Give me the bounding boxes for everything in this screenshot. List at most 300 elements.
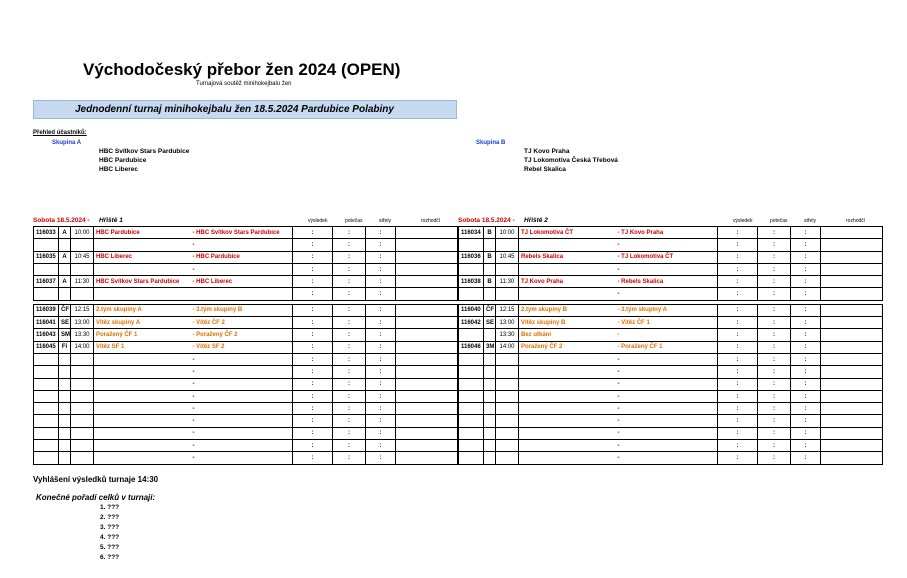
shootout-cell: : [791, 341, 821, 353]
match-time [71, 390, 94, 402]
match-group [59, 452, 71, 464]
vs-dash: - [192, 254, 197, 261]
table-row [459, 452, 883, 464]
match-id [459, 353, 484, 365]
match-id [34, 427, 59, 439]
table-row [459, 288, 883, 300]
away-team [191, 427, 293, 439]
table-row [34, 288, 458, 300]
table-row [459, 276, 883, 288]
periods-cell: : [333, 452, 366, 464]
tournament-banner-text: Jednodenní turnaj minihokejbalu žen 18.5.2024 Pardubice Polabiny [75, 104, 394, 115]
shootout-cell: : [366, 390, 396, 402]
shootout-cell: : [791, 440, 821, 452]
table-row [459, 366, 883, 378]
referee-cell [396, 390, 458, 402]
shootout-cell: : [366, 341, 396, 353]
table-row [34, 390, 458, 402]
home-team: TJ Lokomotiva ČT [519, 227, 616, 239]
shootout-cell: : [791, 353, 821, 365]
table-row [459, 427, 883, 439]
shootout-cell: : [791, 403, 821, 415]
result-cell: : [293, 353, 333, 365]
away-team [191, 390, 293, 402]
match-group [59, 288, 71, 300]
vs-dash: - [617, 332, 620, 339]
away-team [616, 276, 718, 288]
home-team: Poražený ČF 1 [94, 329, 191, 341]
referee-cell [396, 353, 458, 365]
home-team [519, 366, 616, 378]
vs-dash: - [192, 278, 197, 285]
page-title: Východočeský přebor žen 2024 (OPEN) [83, 60, 401, 79]
home-team: Poražený ČF 2 [519, 341, 616, 353]
match-group: B [484, 227, 496, 239]
referee-cell [821, 452, 883, 464]
match-time [71, 427, 94, 439]
vs-dash: - [192, 418, 195, 425]
match-group [484, 329, 496, 341]
match-id [34, 452, 59, 464]
result-cell: : [293, 415, 333, 427]
result-cell: : [293, 288, 333, 300]
home-team [94, 378, 191, 390]
away-team [191, 251, 293, 263]
match-id [459, 366, 484, 378]
match-id: 116035 [34, 251, 59, 263]
final-standings-label: Konečné pořadí celků v turnaji: [36, 493, 156, 502]
match-id [459, 440, 484, 452]
match-id [459, 403, 484, 415]
periods-cell: : [333, 276, 366, 288]
away-team-name: Poražený ČF 2 [196, 332, 238, 339]
shootout-cell: : [366, 288, 396, 300]
referee-cell [396, 403, 458, 415]
referee-cell [821, 378, 883, 390]
away-team [191, 452, 293, 464]
match-group: A [59, 276, 71, 288]
home-team: HBC Pardubice [94, 227, 191, 239]
table-row [459, 403, 883, 415]
referee-cell [821, 440, 883, 452]
referee-cell [396, 341, 458, 353]
periods-cell: : [758, 317, 791, 329]
home-team [94, 452, 191, 464]
table-row [34, 276, 458, 288]
referee-cell [821, 403, 883, 415]
vs-dash: - [192, 393, 195, 400]
result-cell: : [718, 341, 758, 353]
vs-dash: - [192, 454, 195, 461]
match-time: 13:30 [496, 329, 519, 341]
periods-cell: : [758, 366, 791, 378]
result-cell: : [293, 276, 333, 288]
referee-cell [821, 276, 883, 288]
result-cell: : [293, 227, 333, 239]
away-team [616, 227, 718, 239]
match-time [496, 263, 519, 275]
table-row [459, 353, 883, 365]
results-announcement: Vyhlášení výsledků turnaje 14:30 [33, 475, 159, 484]
periods-cell: : [758, 276, 791, 288]
match-group [59, 239, 71, 251]
table-row [459, 227, 883, 239]
result-cell: : [718, 390, 758, 402]
final-rank: 2. ??? [100, 514, 120, 521]
match-time: 13:00 [71, 317, 94, 329]
referee-cell [821, 341, 883, 353]
match-group [484, 239, 496, 251]
field-1-schedule-table [33, 226, 458, 465]
shootout-cell: : [791, 251, 821, 263]
vs-dash: - [617, 418, 620, 425]
vs-dash: - [192, 344, 197, 351]
match-time: 12:15 [71, 304, 94, 316]
vs-dash: - [617, 454, 620, 461]
shootout-cell: : [791, 329, 821, 341]
referee-cell [821, 329, 883, 341]
shootout-cell: : [366, 304, 396, 316]
field-1-date: Sobota 18.5.2024 - [33, 217, 90, 224]
shootout-cell: : [366, 452, 396, 464]
table-row [459, 440, 883, 452]
match-group [484, 440, 496, 452]
shootout-cell: : [366, 353, 396, 365]
periods-cell: : [758, 353, 791, 365]
shootout-cell: : [791, 288, 821, 300]
match-id [459, 415, 484, 427]
table-row [459, 341, 883, 353]
match-group [59, 390, 71, 402]
away-team [616, 403, 718, 415]
match-id [459, 263, 484, 275]
match-time: 10:45 [496, 251, 519, 263]
home-team [94, 440, 191, 452]
periods-cell: : [758, 390, 791, 402]
page-subtitle: Turnajová soutěž minihokejbalu žen [196, 81, 292, 87]
vs-dash: - [192, 266, 195, 273]
periods-cell: : [758, 329, 791, 341]
group-b-team: Rebel Skalica [524, 166, 566, 173]
shootout-cell: : [366, 239, 396, 251]
match-time [496, 452, 519, 464]
vs-dash: - [617, 381, 620, 388]
match-group [484, 452, 496, 464]
away-team-name: 3.tým skupiny B [196, 307, 243, 314]
shootout-cell: : [791, 390, 821, 402]
final-rank: 1. ??? [100, 504, 120, 511]
column-shootout: střely [804, 218, 816, 224]
periods-cell: : [333, 415, 366, 427]
match-time: 11:30 [496, 276, 519, 288]
table-row [459, 304, 883, 316]
match-id [34, 415, 59, 427]
periods-cell: : [758, 304, 791, 316]
shootout-cell: : [791, 227, 821, 239]
periods-cell: : [758, 288, 791, 300]
column-periods: potečas [345, 218, 363, 224]
match-id: 116045 [34, 341, 59, 353]
periods-cell: : [333, 317, 366, 329]
away-team [191, 403, 293, 415]
vs-dash: - [192, 332, 197, 339]
home-team [519, 452, 616, 464]
match-id [34, 403, 59, 415]
home-team: 2.tým skupiny B [519, 304, 616, 316]
away-team [616, 366, 718, 378]
vs-dash: - [617, 254, 622, 261]
away-team-name: HBC Liberec [196, 278, 233, 285]
referee-cell [396, 239, 458, 251]
away-team [191, 329, 293, 341]
result-cell: : [718, 440, 758, 452]
match-group [484, 415, 496, 427]
home-team [94, 390, 191, 402]
periods-cell: : [333, 353, 366, 365]
match-group: ČF [484, 304, 496, 316]
table-row [459, 390, 883, 402]
match-id [34, 263, 59, 275]
referee-cell [396, 317, 458, 329]
referee-cell [821, 304, 883, 316]
result-cell: : [293, 390, 333, 402]
match-time [496, 353, 519, 365]
table-row [34, 239, 458, 251]
match-id: 116036 [459, 251, 484, 263]
home-team [519, 378, 616, 390]
home-team [519, 415, 616, 427]
away-team [616, 288, 718, 300]
match-time [71, 403, 94, 415]
match-time: 10:45 [71, 251, 94, 263]
match-id [459, 239, 484, 251]
match-group: ČF [59, 304, 71, 316]
away-team-name: HBC Pardubice [196, 254, 240, 261]
home-team [94, 353, 191, 365]
away-team-name: Vítěz ČF 2 [196, 319, 225, 326]
match-group [484, 366, 496, 378]
match-time [71, 263, 94, 275]
result-cell: : [293, 239, 333, 251]
match-group: SM [59, 329, 71, 341]
vs-dash: - [617, 229, 622, 236]
periods-cell: : [333, 366, 366, 378]
match-group [59, 440, 71, 452]
vs-dash: - [192, 356, 195, 363]
match-id [459, 378, 484, 390]
away-team [616, 239, 718, 251]
shootout-cell: : [366, 276, 396, 288]
table-row [459, 415, 883, 427]
away-team [616, 329, 718, 341]
result-cell: : [293, 366, 333, 378]
away-team [191, 227, 293, 239]
result-cell: : [718, 415, 758, 427]
match-group: A [59, 251, 71, 263]
table-row [34, 378, 458, 390]
column-referee: rozhodčí [421, 218, 441, 224]
home-team: Vítěz skupiny A [94, 317, 191, 329]
away-team-name: Poražený ČF 1 [621, 344, 663, 351]
periods-cell: : [333, 263, 366, 275]
table-row [34, 341, 458, 353]
table-row [34, 440, 458, 452]
vs-dash: - [617, 319, 622, 326]
away-team-name: Vítěz ČF 1 [621, 319, 650, 326]
result-cell: : [293, 263, 333, 275]
shootout-cell: : [366, 329, 396, 341]
vs-dash: - [192, 442, 195, 449]
periods-cell: : [333, 403, 366, 415]
table-row [459, 317, 883, 329]
periods-cell: : [758, 403, 791, 415]
match-id [459, 390, 484, 402]
table-row [459, 378, 883, 390]
group-a-team: HBC Liberec [99, 166, 139, 173]
result-cell: : [718, 304, 758, 316]
result-cell: : [293, 452, 333, 464]
column-referee: rozhodčí [846, 218, 866, 224]
away-team [191, 378, 293, 390]
away-team [191, 341, 293, 353]
match-group: B [484, 251, 496, 263]
away-team [616, 263, 718, 275]
result-cell: : [293, 329, 333, 341]
home-team: 2.tým skupiny A [94, 304, 191, 316]
match-id [459, 329, 484, 341]
match-time [496, 415, 519, 427]
shootout-cell: : [366, 227, 396, 239]
home-team: Bez utkání [519, 329, 616, 341]
shootout-cell: : [366, 317, 396, 329]
match-group [484, 427, 496, 439]
home-team [519, 427, 616, 439]
home-team [519, 403, 616, 415]
participants-label: Přehled účastníků: [33, 130, 87, 136]
periods-cell: : [333, 390, 366, 402]
referee-cell [396, 304, 458, 316]
match-id: 116042 [459, 317, 484, 329]
match-id [34, 440, 59, 452]
shootout-cell: : [366, 427, 396, 439]
match-group: SE [484, 317, 496, 329]
vs-dash: - [617, 405, 620, 412]
away-team [616, 341, 718, 353]
match-id [34, 378, 59, 390]
match-id [34, 366, 59, 378]
home-team: TJ Kovo Praha [519, 276, 616, 288]
match-time [496, 440, 519, 452]
result-cell: : [718, 353, 758, 365]
match-group [59, 378, 71, 390]
home-team [94, 263, 191, 275]
vs-dash: - [192, 241, 195, 248]
home-team [94, 288, 191, 300]
final-rank: 4. ??? [100, 534, 120, 541]
field-2-name: Hřiště 2 [524, 217, 548, 224]
group-a-team: HBC Pardubice [99, 157, 147, 164]
shootout-cell: : [791, 378, 821, 390]
away-team [616, 378, 718, 390]
vs-dash: - [617, 241, 620, 248]
final-rank: 6. ??? [100, 554, 120, 561]
match-time: 14:00 [71, 341, 94, 353]
group-b-team: TJ Lokomotiva Česká Třebová [524, 157, 618, 164]
table-row [34, 251, 458, 263]
away-team-name: TJ Kovo Praha [621, 229, 664, 236]
match-group: B [484, 276, 496, 288]
table-row [459, 263, 883, 275]
home-team [519, 263, 616, 275]
match-time: 10:00 [496, 227, 519, 239]
match-time [496, 366, 519, 378]
shootout-cell: : [366, 403, 396, 415]
periods-cell: : [333, 239, 366, 251]
match-time: 11:30 [71, 276, 94, 288]
table-row [34, 403, 458, 415]
match-time [71, 440, 94, 452]
match-time [71, 452, 94, 464]
home-team [519, 239, 616, 251]
match-time [71, 353, 94, 365]
match-group [484, 263, 496, 275]
away-team-name: 3.tým skupiny A [621, 307, 667, 314]
table-row [459, 251, 883, 263]
match-id: 116037 [34, 276, 59, 288]
vs-dash: - [192, 319, 197, 326]
match-group [59, 427, 71, 439]
referee-cell [396, 427, 458, 439]
referee-cell [821, 427, 883, 439]
group-a-team: HBC Svítkov Stars Pardubice [99, 148, 190, 155]
match-id: 116043 [34, 329, 59, 341]
home-team [519, 288, 616, 300]
match-group: A [59, 227, 71, 239]
result-cell: : [718, 227, 758, 239]
final-rank: 5. ??? [100, 544, 120, 551]
periods-cell: : [333, 288, 366, 300]
match-time [496, 403, 519, 415]
match-group [484, 403, 496, 415]
shootout-cell: : [791, 427, 821, 439]
referee-cell [821, 390, 883, 402]
match-group [484, 390, 496, 402]
referee-cell [396, 366, 458, 378]
vs-dash: - [192, 381, 195, 388]
periods-cell: : [758, 452, 791, 464]
referee-cell [821, 317, 883, 329]
referee-cell [396, 288, 458, 300]
vs-dash: - [617, 278, 622, 285]
away-team [616, 304, 718, 316]
home-team: HBC Liberec [94, 251, 191, 263]
match-time: 14:00 [496, 341, 519, 353]
result-cell: : [718, 239, 758, 251]
home-team [94, 415, 191, 427]
away-team-name: Vítěz SF 2 [196, 344, 225, 351]
away-team [191, 304, 293, 316]
home-team [94, 427, 191, 439]
match-group [59, 263, 71, 275]
away-team [191, 276, 293, 288]
match-id: 116033 [34, 227, 59, 239]
away-team [191, 317, 293, 329]
match-time [71, 288, 94, 300]
shootout-cell: : [791, 415, 821, 427]
match-time: 12:15 [496, 304, 519, 316]
match-time [71, 239, 94, 251]
table-row [34, 353, 458, 365]
